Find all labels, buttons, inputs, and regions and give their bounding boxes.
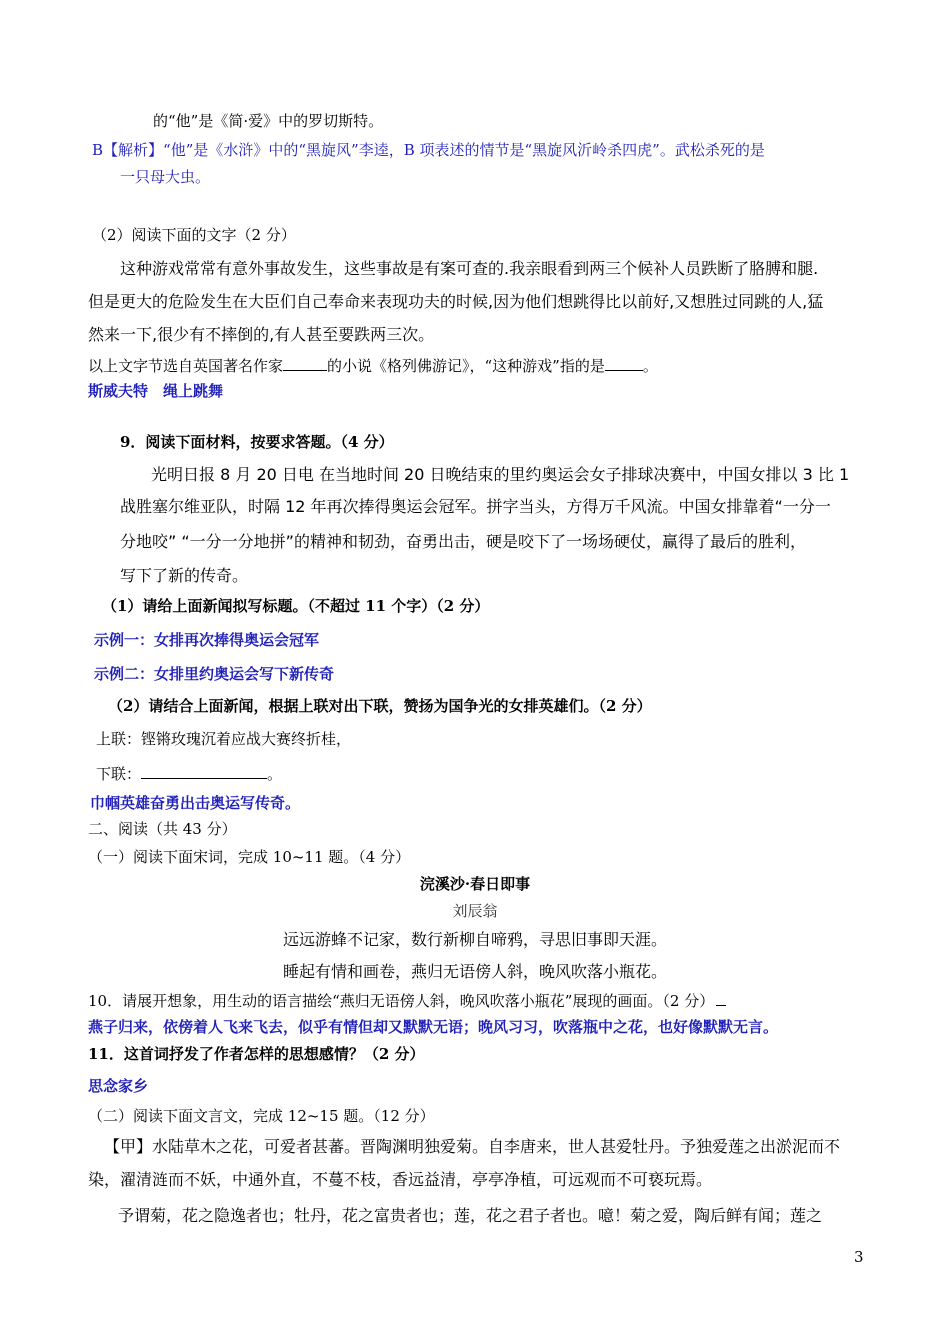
blank-underline bbox=[141, 764, 267, 779]
poem-title: 浣溪沙·春日即事 bbox=[419, 875, 531, 893]
section2-part1-heading: （一）阅读下面宋词，完成 10~11 题。（4 分） bbox=[88, 848, 411, 866]
q8-option-b-answer-line2: 一只母大虫。 bbox=[120, 168, 211, 186]
classical-text-line2: 染，濯清涟而不妖，中通外直，不蔓不枝，香远益清，亭亭净植，可远观而不可亵玩焉。 bbox=[88, 1170, 713, 1189]
poem-author: 刘辰翁 bbox=[452, 902, 498, 920]
classical-text-line3: 予谓菊，花之隐逸者也；牡丹，花之富贵者也；莲，花之君子者也。噫！菊之爱，陶后鲜有闻；莲之 bbox=[118, 1206, 823, 1225]
q9-2-upper-couplet: 上联：铿锵玫瑰沉着应战大赛终折桂， bbox=[96, 730, 352, 748]
q9-passage-line2: 战胜塞尔维亚队，时隔 12 年再次捧得奥运会冠军。拼字当头，方得万千风流。中国女排靠着“一分一 bbox=[120, 497, 831, 516]
q9-passage-line3: 分地咬” “一分一分地拼”的精神和韧劲，奋勇出击，硬是咬下了一场场硬仗，赢得了最后的胜利， bbox=[120, 532, 806, 551]
q8-2-title: （2）阅读下面的文字（2 分） bbox=[92, 226, 296, 244]
q11-question: 11．这首词抒发了作者怎样的思想感情？（2 分） bbox=[88, 1045, 425, 1063]
q9-1-example1: 示例一：女排再次捧得奥运会冠军 bbox=[94, 631, 320, 649]
q9-passage-line4: 写下了新的传奇。 bbox=[120, 566, 249, 585]
q11-answer: 思念家乡 bbox=[88, 1077, 149, 1095]
blank-underline bbox=[283, 356, 327, 371]
q9-1-example2: 示例二：女排里约奥运会写下新传奇 bbox=[94, 665, 335, 683]
q9-1-question: （1）请给上面新闻拟写标题。（不超过 11 个字）（2 分） bbox=[102, 597, 490, 615]
blank-underline bbox=[716, 991, 726, 1006]
q8-option-b-answer-line1: B【解析】“他”是《水浒》中的“黑旋风”李逵，B 项表述的情节是“黑旋风沂岭杀四虎”。武松杀死的是 bbox=[92, 141, 765, 159]
q9-2-answer: 巾帼英雄奋勇出击奥运写传奇。 bbox=[90, 794, 301, 812]
q9-2-lower-couplet bbox=[96, 764, 282, 783]
q8-2-passage-line1: 这种游戏常常有意外事故发生，这些事故是有案可查的.我亲眼看到两三个候补人员跌断了胳膊和腿. bbox=[120, 259, 819, 278]
q8-2-passage-line2: 但是更大的危险发生在大臣们自己奉命来表现功夫的时候,因为他们想跳得比以前好,又想胜过同跳的人,猛 bbox=[88, 292, 824, 311]
q9-passage-line1: 光明日报 8 月 20 日电 在当地时间 20 日晚结束的里约奥运会女子排球决赛中，中国女排以 3 比 1 bbox=[151, 465, 850, 484]
q8-2-question bbox=[88, 356, 658, 375]
q8-2-passage-line3: 然来一下,很少有不摔倒的,有人甚至要跌两三次。 bbox=[88, 325, 435, 344]
q8-2-question-part3: 。 bbox=[642, 357, 658, 375]
q8-2-question-part1: 以上文字节选自英国著名作家 bbox=[88, 357, 284, 375]
q10-question bbox=[88, 991, 726, 1010]
q9-2-lower-end: 。 bbox=[267, 765, 283, 783]
q8-option-b-tail: 的“他”是《简·爱》中的罗切斯特。 bbox=[153, 112, 384, 130]
q10-question-text: 10．请展开想象，用生动的语言描绘“燕归无语傍人斜，晚风吹落小瓶花”展现的画面。（2 分） bbox=[88, 992, 715, 1010]
q9-2-question: （2）请结合上面新闻，根据上联对出下联，赞扬为国争光的女排英雄们。（2 分） bbox=[108, 697, 652, 715]
section2-heading: 二、阅读（共 43 分） bbox=[88, 820, 237, 838]
q9-2-lower-label: 下联： bbox=[96, 765, 142, 783]
q8-2-answer: 斯威夫特 绳上跳舞 bbox=[88, 382, 224, 400]
classical-text-line1: 【甲】水陆草木之花，可爱者甚蕃。晋陶渊明独爱菊。自李唐来，世人甚爱牡丹。予独爱莲之出淤泥而不 bbox=[104, 1137, 841, 1156]
blank-underline bbox=[605, 356, 643, 371]
poem-line2: 睡起有情和画卷，燕归无语傍人斜，晚风吹落小瓶花。 bbox=[282, 962, 667, 981]
q10-answer: 燕子归来，依傍着人飞来飞去，似乎有情但却又默默无语；晚风习习，吹落瓶中之花，也好像默默无言。 bbox=[88, 1018, 779, 1036]
page-number: 3 bbox=[854, 1248, 864, 1266]
section2-part2-heading: （二）阅读下面文言文，完成 12~15 题。（12 分） bbox=[88, 1107, 435, 1125]
q8-2-question-part2: 的小说《格列佛游记》，“这种游戏”指的是 bbox=[327, 357, 605, 375]
q9-title: 9．阅读下面材料，按要求答题。（4 分） bbox=[120, 433, 394, 451]
poem-line1: 远远游蜂不记家，数行新柳自啼鸦，寻思旧事即天涯。 bbox=[282, 930, 667, 949]
